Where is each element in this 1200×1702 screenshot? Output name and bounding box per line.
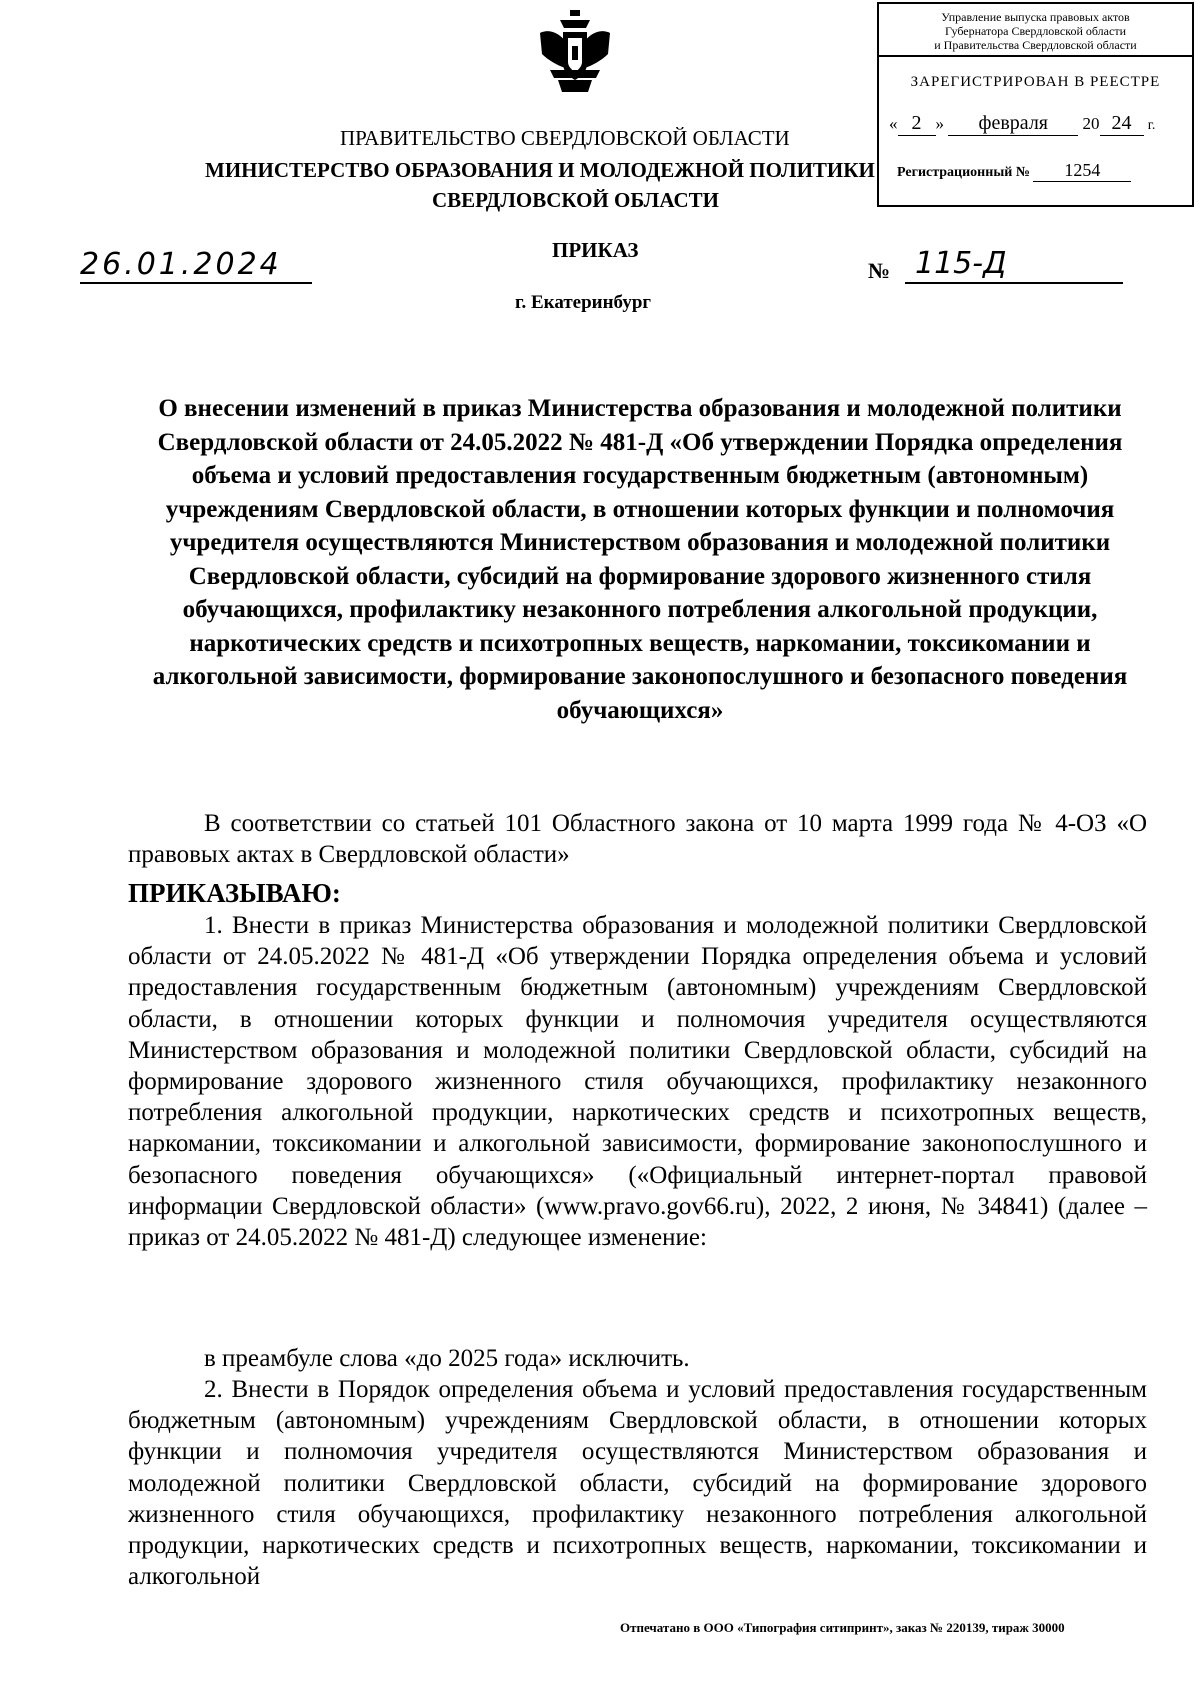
registration-stamp	[877, 2, 1194, 207]
stamp-office	[879, 4, 1192, 57]
stamp-year-prefix: 20	[1082, 114, 1100, 133]
stamp-office-line: и Правительства Свердловской области	[934, 38, 1137, 52]
stamp-month: февраля	[948, 112, 1078, 136]
stamp-registered-label: ЗАРЕГИСТРИРОВАН В РЕЕСТРЕ	[910, 74, 1161, 90]
stamp-open-quote: «	[889, 114, 898, 133]
item-1-change: в преамбуле слова «до 2025 года» исключить.	[204, 1345, 690, 1372]
stamp-day: 2	[898, 112, 936, 136]
doc-type: ПРИКАЗ	[552, 238, 639, 262]
handwritten-date: 26.01.2024	[80, 248, 312, 284]
coat-of-arms-icon	[530, 8, 620, 98]
stamp-year-abbr: г.	[1147, 118, 1156, 133]
stamp-date	[889, 112, 1155, 136]
item-2: 2. Внести в Порядок определения объема и условий предоставления государственным бюджетным (автономным) учреждениям Свердловской области, в отношении которых функции и полномочия учредителя осуществляются Министерством образования и молодежной политики Свердловской области, субсидий на формирование здорового жизненного стиля обучающихся, профилактику незаконного потребления алкогольной продукции, наркотических средств и психотропных веществ, наркомании, токсикомании и алкогольной	[128, 1376, 1147, 1591]
city: г. Екатеринбург	[515, 292, 652, 313]
stamp-reg-number	[897, 160, 1131, 182]
government-heading: ПРАВИТЕЛЬСТВО СВЕРДЛОВСКОЙ ОБЛАСТИ	[340, 126, 790, 150]
order-word: ПРИКАЗЫВАЮ:	[128, 878, 341, 908]
stamp-office-line: Управление выпуска правовых актов	[941, 10, 1130, 24]
stamp-reg-label: Регистрационный №	[897, 165, 1030, 180]
document-title: О внесении изменений в приказ Министерства образования и молодежной политики Свердловской области от 24.05.2022 № 481-Д «Об утверждении Порядка определения объема и условий предоставления государственным бюджетным (автономным) учреждениям Свердловской области, в отношении которых функции и полномочия учредителя осуществляются Министерством образования и молодежной политики Свердловской области, субсидий на формирование здорового жизненного стиля обучающихся, профилактику незаконного потребления алкогольной продукции, наркотических средств и психотропных веществ, наркомании, токсикомании и алкогольной зависимости, формирование законопослушного и безопасного поведения обучающихся»	[152, 395, 1128, 724]
stamp-close-quote: »	[935, 114, 944, 133]
number-label: №	[868, 258, 891, 283]
stamp-year: 24	[1100, 112, 1144, 136]
handwritten-number: 115-Д	[905, 246, 1123, 284]
ministry-heading: МИНИСТЕРСТВО ОБРАЗОВАНИЯ И МОЛОДЕЖНОЙ ПОЛИТИКИ	[205, 158, 875, 182]
stamp-reg-value: 1254	[1033, 160, 1131, 182]
stamp-office-line: Губернатора Свердловской области	[945, 24, 1126, 38]
item-1: 1. Внести в приказ Министерства образования и молодежной политики Свердловской области от 24.05.2022 № 481-Д «Об утверждении Порядка определения объема и условий предоставления государственным бюджетным (автономным) учреждениям Свердловской области, в отношении которых функции и полномочия учредителя осуществляются Министерством образования и молодежной политики Свердловской области, субсидий на формирование здорового жизненного стиля обучающихся, профилактику незаконного потребления алкогольной продукции, наркотических средств и психотропных веществ, наркомании, токсикомании и алкогольной зависимости, формирование законопослушного и безопасного поведения обучающихся» («Официальный интернет-портал правовой информации Свердловской области» (www.pravo.gov66.ru), 2022, 2 июня, № 34841) (далее – приказ от 24.05.2022 № 481-Д) следующее изменение:	[128, 912, 1147, 1252]
print-footer: Отпечатано в ООО «Типография ситипринт», заказ № 220139, тираж 30000	[620, 1620, 1065, 1635]
region-heading: СВЕРДЛОВСКОЙ ОБЛАСТИ	[432, 188, 719, 212]
preamble: В соответствии со статьей 101 Областного закона от 10 марта 1999 года № 4-ОЗ «О правовых актах в Свердловской области»	[128, 810, 1147, 869]
